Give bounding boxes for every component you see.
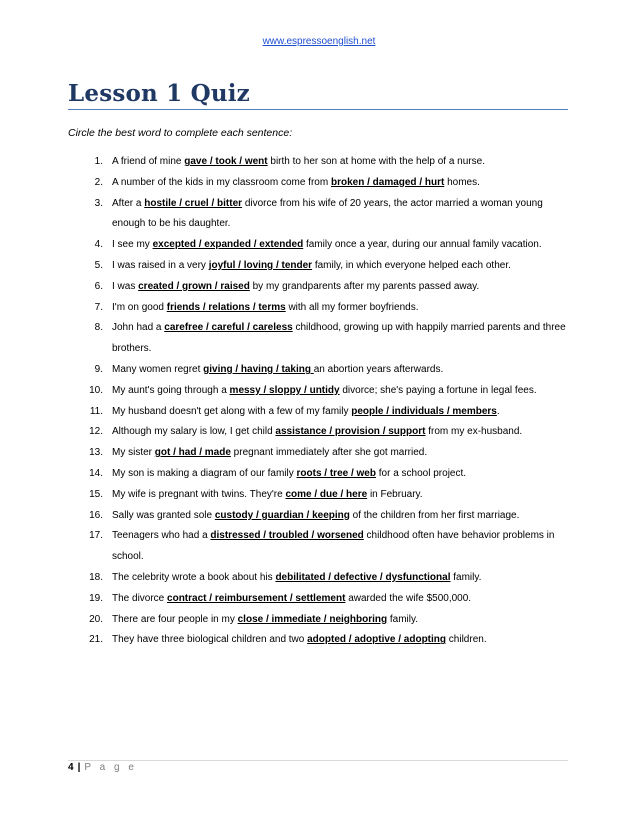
quiz-question	[72, 277, 572, 298]
question-text-before: A friend of mine	[112, 156, 185, 167]
question-number: 2.	[94, 176, 103, 188]
question-text	[112, 506, 572, 527]
question-number: 21.	[89, 634, 103, 646]
question-number: 6.	[94, 280, 103, 292]
question-text-before: I was raised in a very	[112, 259, 209, 271]
quiz-question	[72, 443, 572, 464]
quiz-question	[72, 630, 572, 651]
header-url-link[interactable]: www.espressoenglish.net	[262, 36, 376, 47]
title-underline-divider	[68, 109, 568, 110]
question-text-after: family once a year, during our annual family vacation.	[303, 239, 542, 251]
question-text-after: homes.	[444, 176, 480, 188]
footer-separator: |	[77, 762, 81, 773]
answer-options: friends / relations / terms	[166, 301, 286, 313]
quiz-question	[72, 610, 572, 631]
question-text-before: I'm on good	[112, 301, 167, 313]
question-text-before: The celebrity wrote a book about his	[112, 571, 276, 583]
answer-options: giving / having / taking	[203, 363, 314, 375]
quiz-question	[72, 485, 572, 506]
quiz-question	[72, 526, 572, 568]
question-number: 11.	[89, 405, 103, 417]
question-text-after: for a school project.	[375, 467, 467, 479]
quiz-question	[72, 256, 572, 277]
question-text-after: birth to her son at home with the help of a nurse.	[267, 156, 485, 167]
question-text-before: My sister	[112, 447, 155, 459]
question-text-before: Teenagers who had a	[112, 530, 211, 542]
question-text-after: pregnant immediately after she got married.	[230, 447, 428, 459]
question-text-before: They have three biological children and two	[112, 634, 308, 646]
answer-options: distressed / troubled / worsened	[210, 530, 364, 542]
answer-options: come / due / here	[285, 488, 368, 500]
question-text	[112, 381, 572, 402]
quiz-question	[72, 464, 572, 485]
page-word: P a g e	[84, 762, 137, 773]
answer-options: assistance / provision / support	[275, 426, 426, 438]
answer-options: joyful / loving / tender	[208, 259, 313, 271]
question-text	[112, 630, 572, 651]
answer-options: custody / guardian / keeping	[214, 509, 350, 521]
question-text-before: My son is making a diagram of our family	[112, 467, 297, 479]
question-text	[112, 402, 572, 423]
quiz-question	[72, 235, 572, 256]
question-text-after: family.	[387, 613, 419, 625]
question-number: 10.	[89, 384, 103, 396]
quiz-question	[72, 152, 572, 173]
question-text	[112, 360, 572, 381]
question-text-before: Many women regret	[112, 363, 204, 375]
question-text-after: of the children from her first marriage.	[349, 509, 520, 521]
page-number: 4	[68, 762, 74, 773]
question-text-before: My aunt's going through a	[112, 384, 230, 396]
question-number: 7.	[94, 301, 103, 313]
quiz-question-list	[72, 152, 572, 651]
answer-options: roots / tree / web	[296, 467, 376, 479]
question-text-after: childhood often have behavior problems in school.	[112, 530, 555, 563]
question-text	[112, 277, 572, 298]
answer-options: contract / reimbursement / settlement	[167, 592, 346, 604]
question-text-after: divorce; she's paying a fortune in legal fees.	[339, 384, 537, 396]
question-text-before: I see my	[112, 239, 153, 251]
answer-options: close / immediate / neighboring	[237, 613, 388, 625]
page-title: Lesson 1 Quiz	[68, 80, 250, 107]
quiz-instruction: Circle the best word to complete each sentence:	[68, 127, 293, 139]
question-number: 17.	[89, 530, 103, 542]
question-number: 12.	[89, 426, 103, 438]
question-text-before: Although my salary is low, I get child	[112, 426, 276, 438]
page-footer	[68, 762, 137, 773]
question-text	[112, 152, 572, 173]
question-number: 8.	[94, 322, 103, 334]
question-text-after: childhood, growing up with happily married parents and three brothers.	[112, 322, 566, 355]
question-text	[112, 568, 572, 589]
quiz-question	[72, 589, 572, 610]
question-text-after: in February.	[367, 488, 423, 500]
answer-options: gave / took / went	[184, 156, 268, 167]
question-text-after: .	[496, 405, 500, 417]
question-text-before: The divorce	[112, 592, 168, 604]
quiz-question	[72, 298, 572, 319]
question-text-after: family.	[450, 571, 482, 583]
question-number: 13.	[89, 447, 103, 459]
quiz-question	[72, 568, 572, 589]
question-text-before: My husband doesn't get along with a few of my family	[112, 405, 352, 417]
question-text-before: John had a	[112, 322, 165, 334]
quiz-question	[72, 422, 572, 443]
question-number: 3.	[94, 197, 103, 209]
question-number: 18.	[89, 571, 103, 583]
answer-options: hostile / cruel / bitter	[144, 197, 243, 209]
question-text	[112, 422, 572, 443]
question-number: 1.	[94, 156, 103, 167]
question-number: 20.	[89, 613, 103, 625]
footer-divider	[68, 760, 568, 761]
question-text-after: by my grandparents after my parents passed away.	[249, 280, 480, 292]
answer-options: got / had / made	[154, 447, 231, 459]
question-number: 9.	[94, 363, 103, 375]
quiz-question	[72, 506, 572, 527]
question-text-after: with all my former boyfriends.	[285, 301, 419, 313]
question-text-before: There are four people in my	[112, 613, 238, 625]
question-number: 19.	[89, 592, 103, 604]
answer-options: messy / sloppy / untidy	[229, 384, 340, 396]
quiz-question	[72, 381, 572, 402]
question-number: 4.	[94, 239, 103, 251]
quiz-question	[72, 194, 572, 236]
question-text-after: from my ex-husband.	[425, 426, 523, 438]
question-text-after: children.	[446, 634, 487, 646]
quiz-question	[72, 173, 572, 194]
quiz-question	[72, 318, 572, 360]
answer-options: excepted / expanded / extended	[152, 239, 304, 251]
question-text-after: an abortion years afterwards.	[313, 363, 444, 375]
question-text	[112, 464, 572, 485]
question-text	[112, 318, 572, 360]
answer-options: broken / damaged / hurt	[330, 176, 445, 188]
question-text	[112, 298, 572, 319]
question-text-after: divorce from his wife of 20 years, the actor married a woman young enough to be his daughter.	[112, 197, 543, 230]
question-number: 15.	[89, 488, 103, 500]
quiz-question	[72, 360, 572, 381]
question-text-before: Sally was granted sole	[112, 509, 215, 521]
question-text-before: I was	[112, 280, 139, 292]
question-number: 16.	[89, 509, 103, 521]
question-text	[112, 256, 572, 277]
answer-options: carefree / careful / careless	[164, 322, 293, 334]
question-text-before: My wife is pregnant with twins. They're	[112, 488, 286, 500]
answer-options: people / individuals / members	[351, 405, 497, 417]
question-text-after: awarded the wife $500,000.	[345, 592, 472, 604]
question-text	[112, 173, 572, 194]
answer-options: debilitated / defective / dysfunctional	[275, 571, 451, 583]
question-text	[112, 235, 572, 256]
question-text	[112, 610, 572, 631]
question-text-before: After a	[112, 197, 145, 209]
question-text	[112, 526, 572, 568]
question-text-before: A number of the kids in my classroom come from	[112, 176, 331, 188]
quiz-question	[72, 402, 572, 423]
question-text	[112, 485, 572, 506]
question-number: 5.	[94, 259, 103, 271]
question-number: 14.	[89, 467, 103, 479]
question-text	[112, 194, 572, 236]
question-text	[112, 589, 572, 610]
question-text	[112, 443, 572, 464]
question-text-after: family, in which everyone helped each other.	[312, 259, 511, 271]
answer-options: created / grown / raised	[138, 280, 250, 292]
answer-options: adopted / adoptive / adopting	[307, 634, 447, 646]
